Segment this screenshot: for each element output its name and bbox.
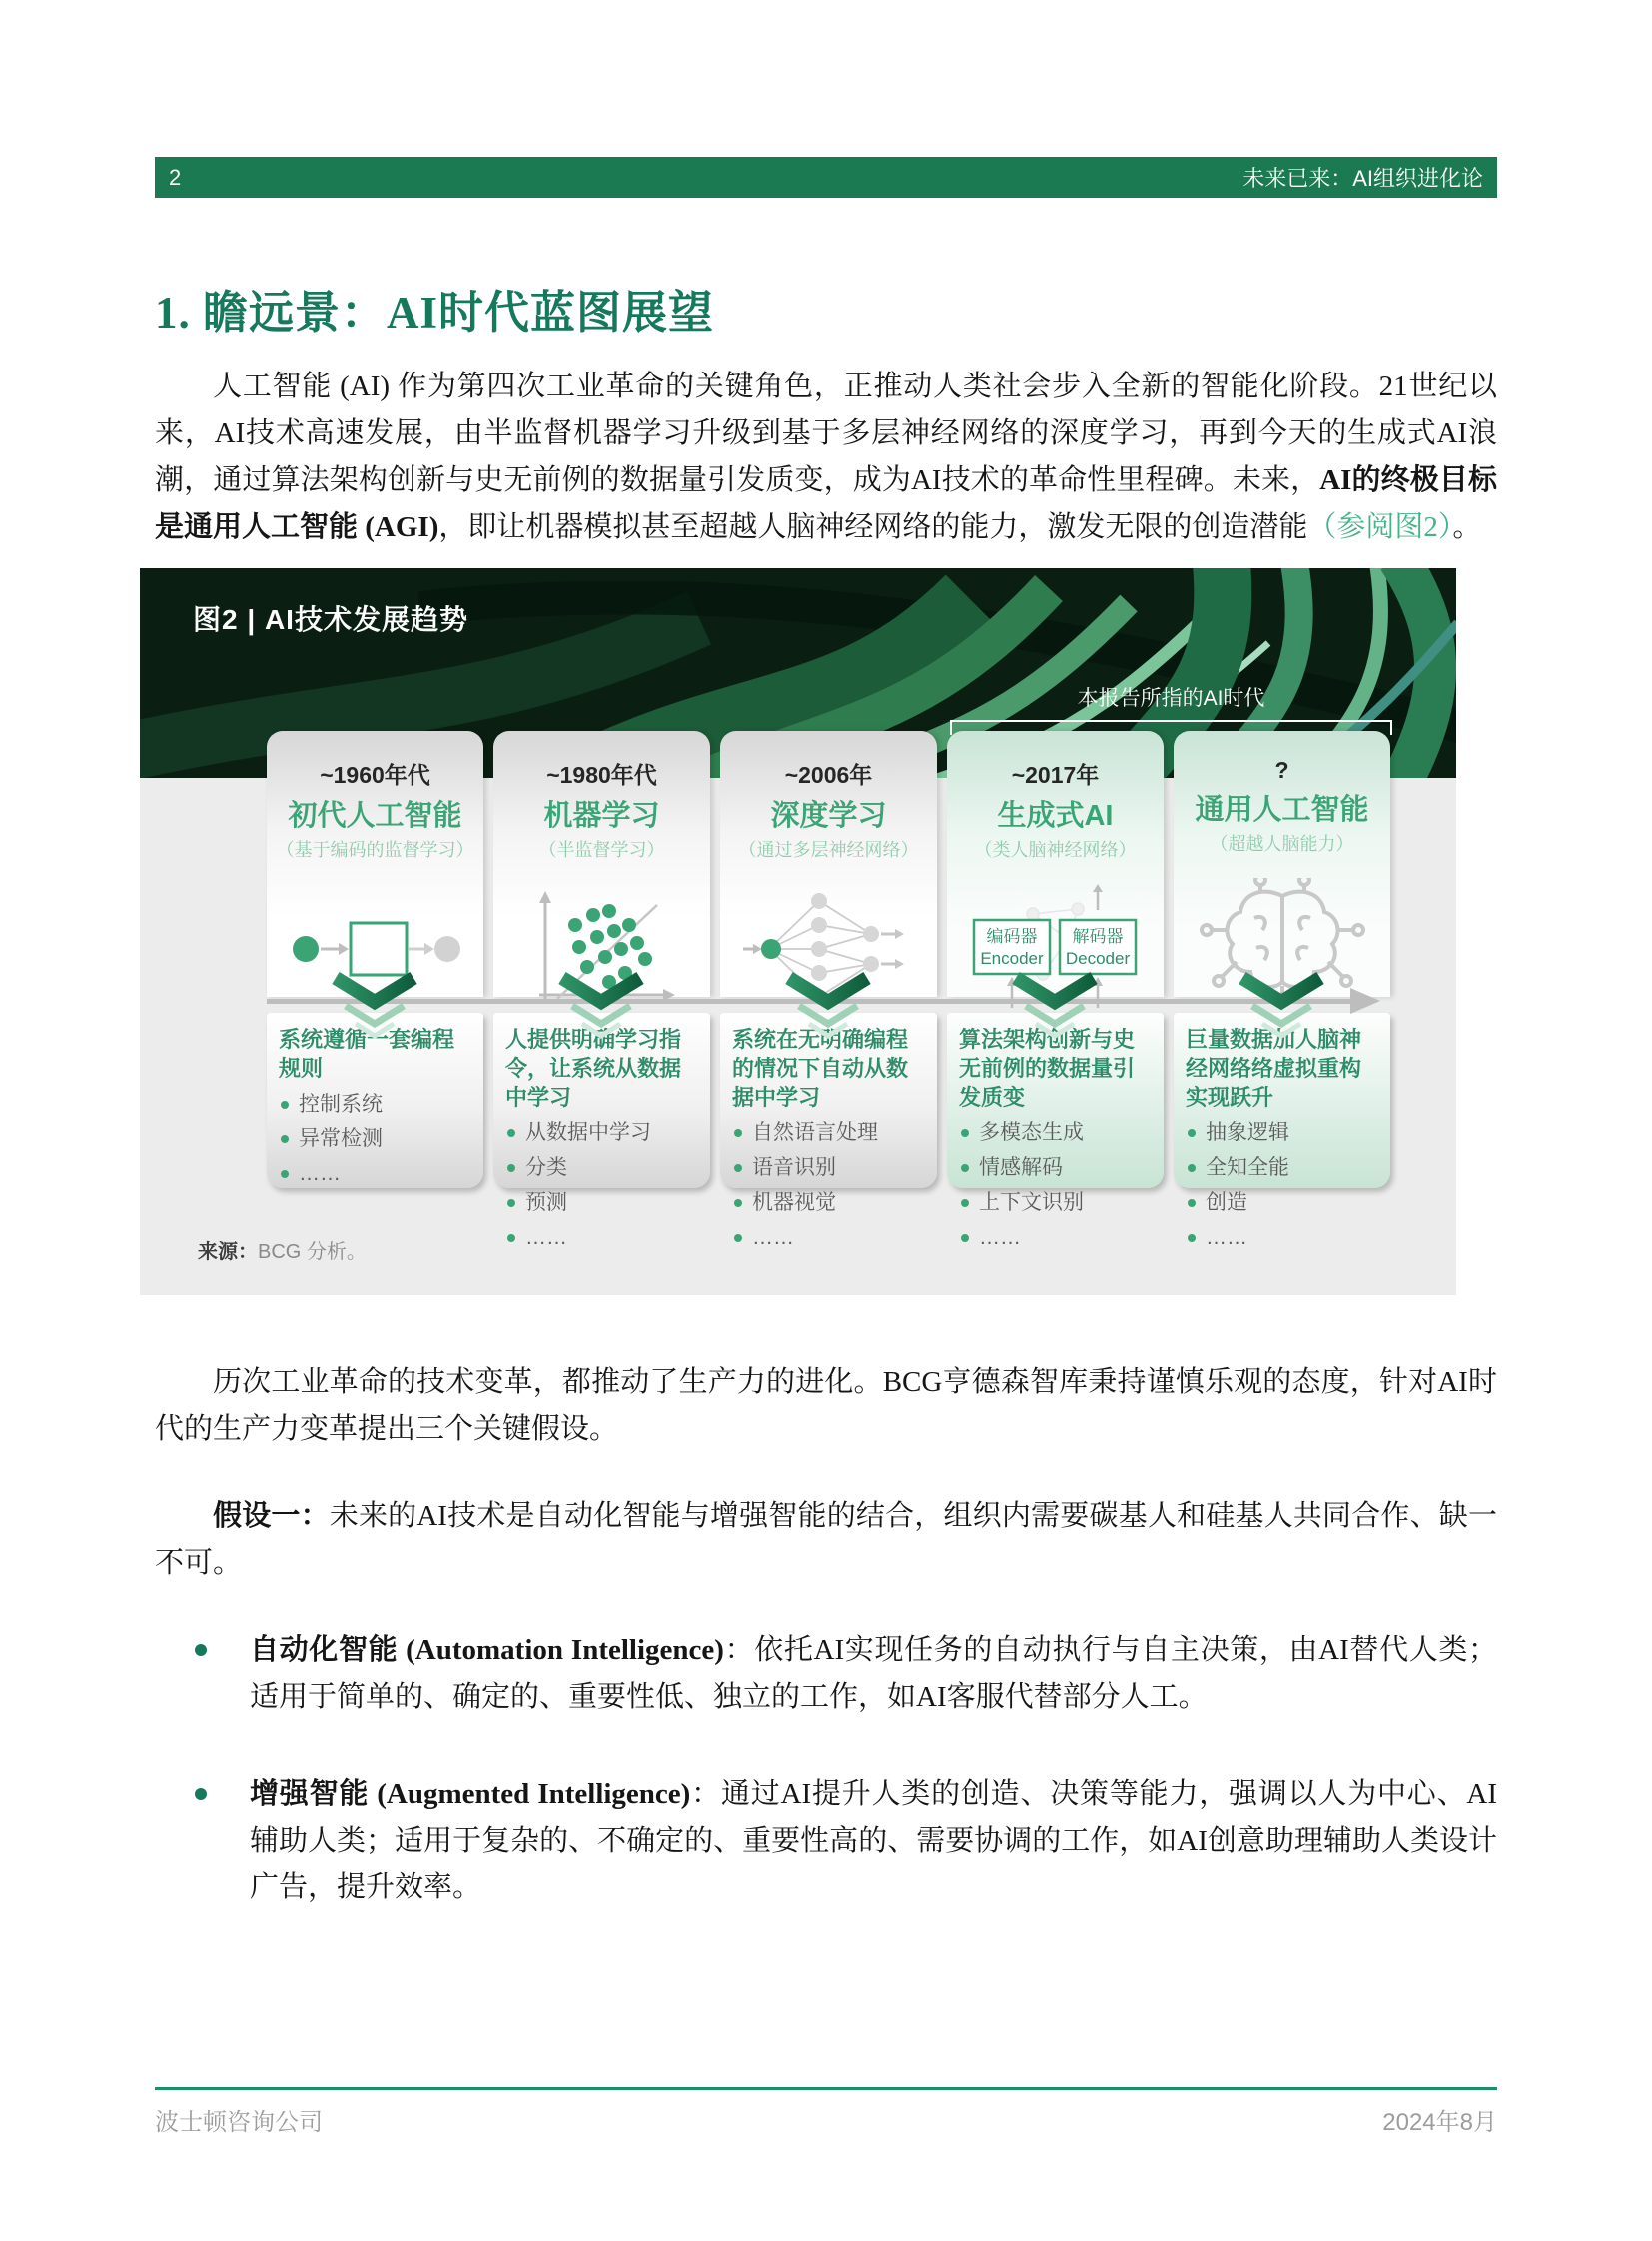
running-title: 未来已来：AI组织进化论 (1242, 166, 1483, 191)
bullet-dot-icon (1188, 1129, 1196, 1137)
footer-company: 波士顿咨询公司 (155, 2109, 323, 2136)
term-bold: 增强智能 (Augmented Intelligence) (250, 1778, 691, 1810)
era-subtitle: （基于编码的监督学习） (276, 840, 474, 860)
era-card-agi (1174, 731, 1390, 997)
paragraph-intro (155, 364, 1497, 551)
era-title: 机器学习 (543, 800, 660, 832)
bullet-dot-icon (961, 1164, 969, 1172)
decoder-label-en: Decoder (1065, 949, 1130, 968)
source-text: BCG 分析。 (258, 1241, 367, 1263)
section-title: 1. 瞻远景：AI时代蓝图展望 (155, 288, 715, 338)
list-item: 创造 (1186, 1185, 1380, 1220)
page-footer (155, 2087, 1497, 2137)
era-time: ~2006年 (784, 762, 873, 788)
intro-period: 。 (1452, 511, 1482, 543)
encoder-label-en: Encoder (979, 949, 1044, 968)
list-item: 多模态生成 (959, 1116, 1154, 1150)
desc-heading: 人提供明确学习指令，让系统从数据中学习 (505, 1027, 682, 1110)
desc-bullet-list (1186, 1116, 1380, 1255)
era-time: ~1960年代 (320, 762, 430, 788)
paragraph-revolutions: 历次工业革命的技术变革，都推动了生产力的进化。BCG亨德森智库秉持谨慎乐观的态度，针对AI时代的生产力变革提出三个关键假设。 (155, 1366, 1497, 1445)
desc-bullet-list (732, 1116, 927, 1255)
era-title: 生成式AI (997, 800, 1114, 832)
timeline-arrowhead-icon (1350, 988, 1380, 1014)
desc-heading: 系统遵循一套编程规则 (279, 1027, 455, 1081)
era-card-1980s (493, 731, 710, 997)
bullet-dot-icon (734, 1129, 742, 1137)
list-item: 异常检测 (279, 1121, 473, 1156)
decoder-label-cn: 解码器 (1072, 927, 1123, 946)
bullet-dot-icon (734, 1199, 742, 1207)
paragraph-hypothesis-1 (155, 1493, 1497, 1587)
list-item: …… (1186, 1220, 1380, 1255)
chevron-down-icon (1010, 970, 1100, 1044)
era-subtitle: （超越人脑能力） (1210, 834, 1354, 854)
term-definition: ：通过AI提升人类的创造、决策等能力，强调以人为中心、AI辅助人类；适用于复杂的、不确定的、重要性高的、需要协调的工作，如AI创意助理辅助人类设计广告，提升效率。 (250, 1778, 1497, 1903)
figure-source (198, 1235, 367, 1264)
era-title: 深度学习 (770, 800, 887, 832)
bullet-dot-icon (507, 1199, 515, 1207)
bullet-dot-icon (195, 1644, 207, 1656)
hypothesis-label: 假设一： (213, 1500, 330, 1532)
intro-text-2: ，即让机器模拟甚至超越人脑神经网络的能力，激发无限的创造潜能 (438, 511, 1308, 543)
page-header-bar (155, 157, 1497, 198)
term-definition: ：依托AI实现任务的自动执行与自主决策，由AI替代人类；适用于简单的、确定的、重要性低、独立的工作，如AI客服代替部分人工。 (250, 1634, 1498, 1713)
era-title: 初代人工智能 (288, 800, 462, 832)
era-time: ? (1274, 757, 1289, 783)
bullet-dot-icon (961, 1129, 969, 1137)
bullet-dot-icon (507, 1129, 515, 1137)
source-label: 来源： (198, 1241, 258, 1263)
list-item: 上下文识别 (959, 1185, 1154, 1220)
ai-era-label: 本报告所指的AI时代 (1077, 687, 1265, 710)
chevron-down-icon (330, 970, 419, 1044)
bullet-dot-icon (734, 1164, 742, 1172)
list-item: …… (279, 1156, 473, 1191)
chevron-down-icon (556, 970, 646, 1044)
desc-heading: 系统在无明确编程的情况下自动从数据中学习 (732, 1027, 909, 1110)
era-title: 通用人工智能 (1195, 794, 1369, 826)
era-card-2006 (720, 731, 937, 997)
intro-text: 人工智能 (AI) 作为第四次工业革命的关键角色，正推动人类社会步入全新的智能化阶段。21世纪以来，AI技术高速发展，由半监督机器学习升级到基于多层神经网络的深度学习，再到今天的生成式AI浪潮，通过算法架构创新与史无前例的数据量引发质变，成为AI技术的革命性里程碑。未来， (155, 371, 1497, 496)
era-time: ~2017年 (1011, 762, 1100, 788)
list-item: 预测 (505, 1185, 700, 1220)
bullet-dot-icon (281, 1170, 289, 1178)
era-subtitle: （通过多层神经网络） (738, 840, 919, 860)
list-item: 抽象逻辑 (1186, 1116, 1380, 1150)
desc-bullet-list (279, 1087, 473, 1191)
list-item-augmented-intelligence (155, 1771, 1497, 1911)
bullet-dot-icon (507, 1164, 515, 1172)
list-item: …… (505, 1220, 700, 1255)
chevron-down-icon (783, 970, 873, 1044)
list-item: 从数据中学习 (505, 1116, 700, 1150)
desc-bullet-list (959, 1116, 1154, 1255)
list-item: …… (732, 1220, 927, 1255)
bullet-dot-icon (507, 1234, 515, 1242)
desc-heading: 算法架构创新与史无前例的数据量引发质变 (959, 1027, 1136, 1110)
intelligence-types-list (155, 1627, 1497, 1911)
era-time: ~1980年代 (546, 762, 657, 788)
bullet-dot-icon (281, 1135, 289, 1143)
bullet-dot-icon (195, 1788, 207, 1800)
bullet-dot-icon (961, 1234, 969, 1242)
era-subtitle: （半监督学习） (538, 840, 665, 860)
footer-date: 2024年8月 (1382, 2109, 1497, 2136)
intro-bold-agi: AI的终极目标是通用人工智能 (AGI) (155, 464, 1497, 543)
encoder-label-cn: 编码器 (986, 927, 1037, 946)
chevron-down-icon (1237, 970, 1326, 1044)
list-item: 自然语言处理 (732, 1116, 927, 1150)
bullet-dot-icon (1188, 1234, 1196, 1242)
desc-bullet-list (505, 1116, 700, 1255)
era-subtitle: （类人脑神经网络） (974, 840, 1137, 860)
list-item: 控制系统 (279, 1087, 473, 1121)
list-item: 全知全能 (1186, 1150, 1380, 1185)
bullet-dot-icon (281, 1101, 289, 1109)
figure-2-ai-trends (140, 568, 1456, 1295)
list-item: 情感解码 (959, 1150, 1154, 1185)
list-item: 分类 (505, 1150, 700, 1185)
era-card-1960s (267, 731, 483, 997)
figure-2-reference-link[interactable]: （参阅图2） (1307, 511, 1453, 543)
list-item: 语音识别 (732, 1150, 927, 1185)
page-number: 2 (169, 164, 182, 190)
list-item: 机器视觉 (732, 1185, 927, 1220)
term-bold: 自动化智能 (Automation Intelligence) (250, 1634, 724, 1666)
list-item: …… (959, 1220, 1154, 1255)
bullet-dot-icon (1188, 1164, 1196, 1172)
hypothesis-text: 未来的AI技术是自动化智能与增强智能的结合，组织内需要碳基人和硅基人共同合作、缺一不可。 (155, 1500, 1497, 1579)
bullet-dot-icon (1188, 1199, 1196, 1207)
era-card-2017 (947, 731, 1164, 997)
bullet-dot-icon (734, 1234, 742, 1242)
bullet-dot-icon (961, 1199, 969, 1207)
desc-heading: 巨量数据加人脑神经网络络虚拟重构实现跃升 (1186, 1027, 1362, 1110)
list-item-automation-intelligence (155, 1627, 1497, 1721)
figure-title: 图2 | AI技术发展趋势 (193, 604, 468, 635)
